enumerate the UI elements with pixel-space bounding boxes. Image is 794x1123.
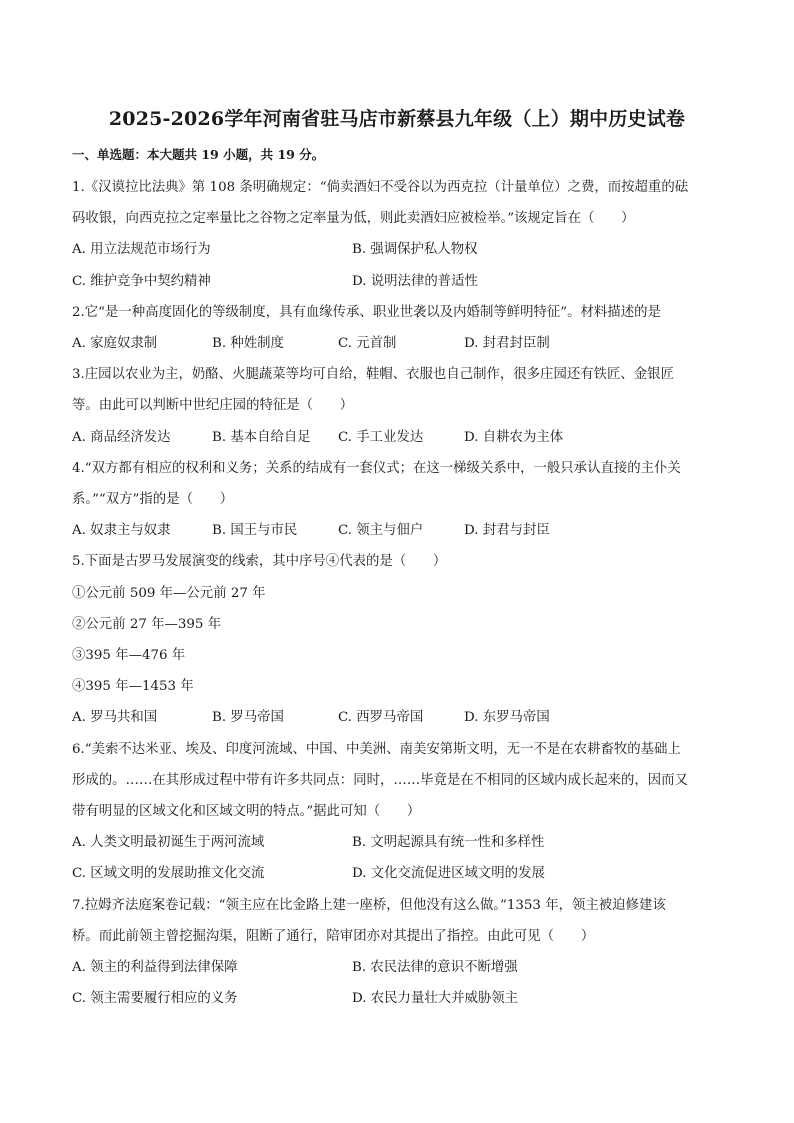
- question-stem-line: 5.下面是古罗马发展演变的线索，其中序号④代表的是（ ）: [72, 554, 447, 570]
- answer-option-b: B. 文明起源具有统一性和多样性: [352, 835, 545, 851]
- answer-option-d: D. 封君与封臣: [464, 523, 550, 539]
- timeline-item: ②公元前 27 年—395 年: [72, 616, 222, 632]
- question-list: [72, 172, 728, 1014]
- answer-option-d: D. 封君封臣制: [464, 336, 550, 352]
- answer-option-a: A. 领主的利益得到法律保障: [72, 960, 238, 976]
- question-stem-line: 1.《汉谟拉比法典》第 108 条明确规定：“倘卖酒妇不受谷以为西克拉（计量单位）之费，而按超重的砝: [72, 180, 689, 195]
- answer-option-a: A. 人类文明最初诞生于两河流域: [72, 835, 265, 851]
- question-stem-line: 等。由此可以判断中世纪庄园的特征是（ ）: [72, 398, 354, 414]
- answer-options: [72, 827, 728, 889]
- timeline-item: ③395 年—476 年: [72, 648, 186, 664]
- answer-option-a: A. 罗马共和国: [72, 710, 158, 726]
- question-7: [72, 890, 728, 1015]
- answer-option-c: C. 元首制: [338, 336, 397, 352]
- answer-options: [72, 952, 728, 1014]
- answer-option-a: A. 用立法规范市场行为: [72, 242, 211, 258]
- page-title: 2025-2026学年河南省驻马店市新蔡县九年级（上）期中历史试卷: [108, 108, 686, 130]
- question-stem-line: 7.拉姆齐法庭案卷记载：“领主应在比金路上建一座桥，但他没有这么做。”1353 年，领主被迫修建该: [72, 897, 666, 913]
- answer-option-b: B. 农民法律的意识不断增强: [352, 960, 518, 976]
- answer-option-d: D. 文化交流促进区域文明的发展: [352, 866, 545, 882]
- question-2: [72, 297, 728, 359]
- question-stem-line: 2.它“是一种高度固化的等级制度，具有血缘传承、职业世袭以及内婚制等鲜明特征”。材料描述的是: [72, 304, 661, 320]
- question-5: [72, 546, 728, 733]
- answer-option-b: B. 国王与市民: [212, 523, 298, 539]
- answer-options: [72, 515, 728, 546]
- question-stem-line: 桥。而此前领主曾挖掘沟渠，阻断了通行，陪审团亦对其提出了指控。由此可见（ ）: [72, 928, 595, 944]
- question-stem-line: 系。”“双方”指的是（ ）: [72, 492, 234, 508]
- question-stem-line: 带有明显的区域文化和区域文明的特点。”据此可知（ ）: [72, 804, 421, 820]
- answer-option-d: D. 说明法律的普适性: [352, 273, 478, 289]
- answer-option-b: B. 强调保护私人物权: [352, 242, 478, 258]
- answer-option-c: C. 维护竞争中契约精神: [72, 273, 211, 289]
- answer-options: [72, 234, 728, 296]
- question-stem-line: 6.“美索不达米亚、埃及、印度河流域、中国、中美洲、南美安第斯文明，无一不是在农耕畜牧的基础上: [72, 741, 681, 757]
- question-4: [72, 453, 728, 547]
- question-1: [72, 172, 728, 297]
- question-stem-line: 形成的。……在其形成过程中带有许多共同点：同时，……毕竟是在不相同的区域内成长起来的，因而又: [72, 772, 688, 788]
- answer-option-c: C. 区域文明的发展助推文化交流: [72, 866, 265, 882]
- answer-option-a: A. 奴隶主与奴隶: [72, 523, 171, 539]
- answer-option-b: B. 种姓制度: [212, 336, 284, 352]
- timeline-item: ④395 年—1453 年: [72, 679, 194, 695]
- timeline-item: ①公元前 509 年—公元前 27 年: [72, 585, 266, 601]
- answer-option-c: C. 手工业发达: [338, 429, 424, 445]
- answer-option-d: D. 农民力量壮大并威胁领主: [352, 991, 519, 1007]
- question-stem-line: 码收银，向西克拉之定率量比之谷物之定率量为低，则此卖酒妇应被检举。”该规定旨在（ ）: [72, 211, 635, 227]
- answer-options: [72, 328, 728, 359]
- answer-option-c: C. 领主需要履行相应的义务: [72, 991, 238, 1007]
- answer-option-d: D. 自耕农为主体: [464, 429, 564, 445]
- answer-option-b: B. 罗马帝国: [212, 710, 284, 726]
- answer-option-c: C. 领主与佃户: [338, 523, 424, 539]
- question-stem-line: 3.庄园以农业为主，奶酪、火腿蔬菜等均可自给，鞋帽、衣服也自己制作，很多庄园还有铁匠、金银匠: [72, 367, 674, 383]
- answer-option-d: D. 东罗马帝国: [464, 710, 550, 726]
- question-stem-line: 4.“双方都有相应的权利和义务；关系的结成有一套仪式；在这一梯级关系中，一般只承认直接的主仆关: [72, 460, 681, 476]
- answer-option-a: A. 商品经济发达: [72, 429, 171, 445]
- answer-option-c: C. 西罗马帝国: [338, 710, 424, 726]
- question-3: [72, 359, 728, 453]
- section-heading: 一、单选题：本大题共 19 小题，共 19 分。: [72, 147, 325, 162]
- answer-options: [72, 422, 728, 453]
- answer-option-a: A. 家庭奴隶制: [72, 336, 158, 352]
- answer-option-b: B. 基本自给自足: [212, 429, 311, 445]
- answer-options: [72, 702, 728, 733]
- question-6: [72, 734, 728, 890]
